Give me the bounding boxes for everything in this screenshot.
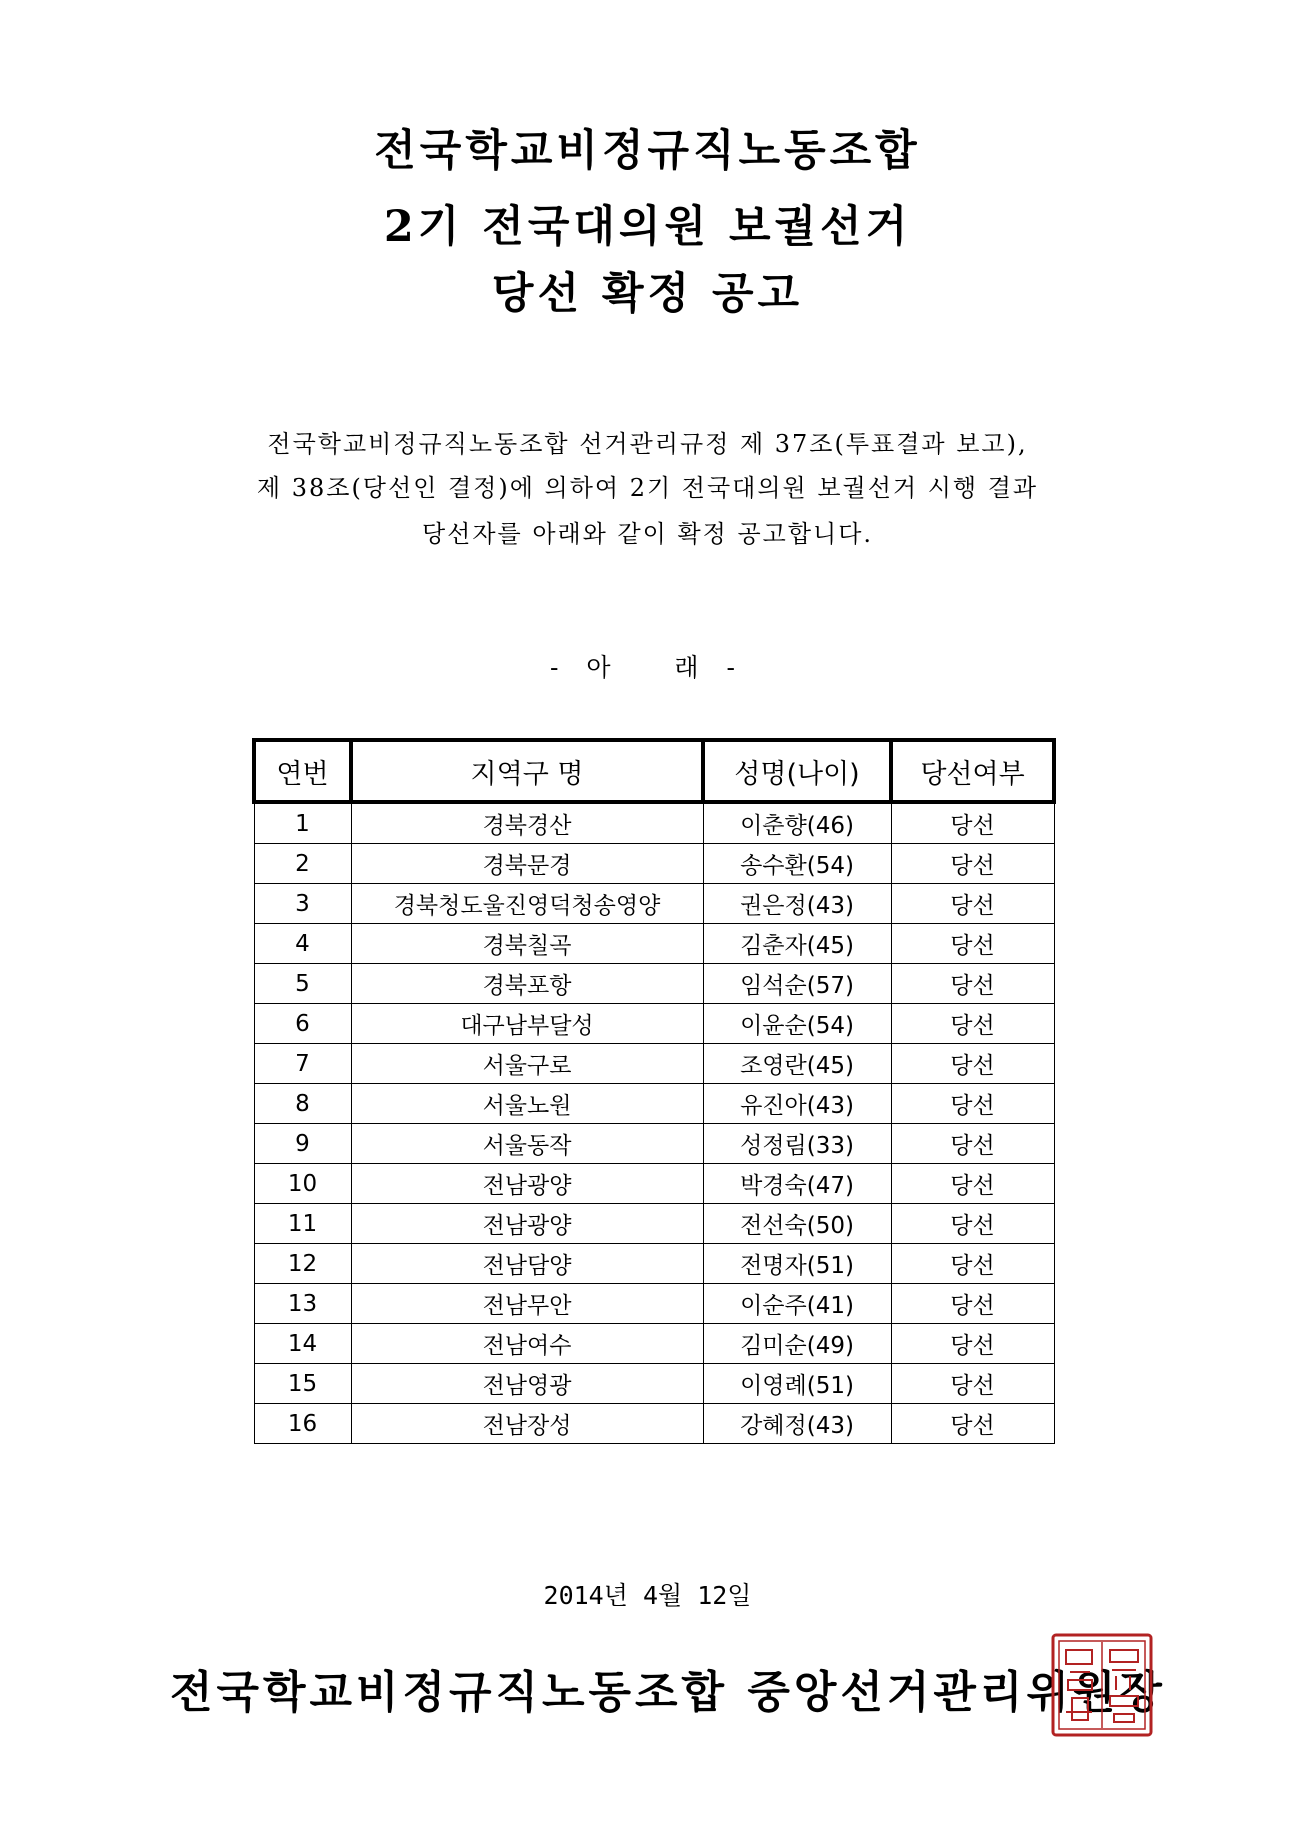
candidate-name-age: 이영례(51)	[703, 1364, 891, 1404]
district-name: 경북포항	[351, 964, 703, 1004]
row-number: 9	[254, 1124, 351, 1164]
row-number: 8	[254, 1084, 351, 1124]
candidate-name-age: 김춘자(45)	[703, 924, 891, 964]
district-name: 경북문경	[351, 844, 703, 884]
table-row	[254, 1124, 1054, 1164]
table-row	[254, 924, 1054, 964]
election-result: 당선	[891, 802, 1054, 844]
election-result: 당선	[891, 1324, 1054, 1364]
election-result: 당선	[891, 924, 1054, 964]
table-row	[254, 1364, 1054, 1404]
header-cell: 지역구 명	[351, 740, 703, 802]
table-row	[254, 1004, 1054, 1044]
title-line-2: 2기 전국대의원 보궐선거	[383, 202, 912, 252]
table-row	[254, 1324, 1054, 1364]
title-line-1: 전국학교비정규직노동조합	[374, 126, 921, 176]
title-line-3: 당선 확정 공고	[491, 269, 804, 319]
intro-line-1: 전국학교비정규직노동조합 선거관리규정 제 37조(투표결과 보고),	[267, 430, 1028, 458]
table-row	[254, 1244, 1054, 1284]
district-name: 서울동작	[351, 1124, 703, 1164]
district-name: 서울노원	[351, 1084, 703, 1124]
row-number: 2	[254, 844, 351, 884]
election-result: 당선	[891, 1164, 1054, 1204]
candidate-name-age: 전명자(51)	[703, 1244, 891, 1284]
table-row	[254, 1044, 1054, 1084]
candidate-name-age: 권은정(43)	[703, 884, 891, 924]
election-result: 당선	[891, 1204, 1054, 1244]
district-name: 경북칠곡	[351, 924, 703, 964]
election-result: 당선	[891, 1044, 1054, 1084]
district-name: 경북청도울진영덕청송영양	[351, 884, 703, 924]
election-result: 당선	[891, 1084, 1054, 1124]
intro-line-3: 당선자를 아래와 같이 확정 공고합니다.	[421, 520, 874, 548]
candidate-name-age: 강혜정(43)	[703, 1404, 891, 1444]
row-number: 6	[254, 1004, 351, 1044]
election-result: 당선	[891, 964, 1054, 1004]
table-header-row	[254, 740, 1054, 802]
district-name: 경북경산	[351, 802, 703, 844]
row-number: 3	[254, 884, 351, 924]
announcement-date: 2014년 4월 12일	[543, 1581, 752, 1610]
row-number: 16	[254, 1404, 351, 1444]
candidate-name-age: 조영란(45)	[703, 1044, 891, 1084]
election-result: 당선	[891, 1364, 1054, 1404]
table-row	[254, 964, 1054, 1004]
election-result: 당선	[891, 884, 1054, 924]
row-number: 4	[254, 924, 351, 964]
table-row	[254, 1204, 1054, 1244]
candidate-name-age: 박경숙(47)	[703, 1164, 891, 1204]
row-number: 5	[254, 964, 351, 1004]
row-number: 10	[254, 1164, 351, 1204]
row-number: 14	[254, 1324, 351, 1364]
district-name: 전남무안	[351, 1284, 703, 1324]
candidate-name-age: 임석순(57)	[703, 964, 891, 1004]
candidate-name-age: 이윤순(54)	[703, 1004, 891, 1044]
district-name: 전남여수	[351, 1324, 703, 1364]
table-row	[254, 1084, 1054, 1124]
header-cell: 성명(나이)	[703, 740, 891, 802]
district-name: 전남광양	[351, 1204, 703, 1244]
election-result: 당선	[891, 844, 1054, 884]
intro-line-2: 제 38조(당선인 결정)에 의하여 2기 전국대의원 보궐선거 시행 결과	[256, 474, 1039, 502]
row-number: 12	[254, 1244, 351, 1284]
candidate-name-age: 이순주(41)	[703, 1284, 891, 1324]
district-name: 전남담양	[351, 1244, 703, 1284]
district-name: 전남장성	[351, 1404, 703, 1444]
table-row	[254, 1404, 1054, 1444]
election-result: 당선	[891, 1004, 1054, 1044]
header-cell: 당선여부	[891, 740, 1054, 802]
candidate-name-age: 유진아(43)	[703, 1084, 891, 1124]
district-name: 전남광양	[351, 1164, 703, 1204]
table-row	[254, 884, 1054, 924]
election-result: 당선	[891, 1244, 1054, 1284]
row-number: 7	[254, 1044, 351, 1084]
row-number: 11	[254, 1204, 351, 1244]
district-name: 전남영광	[351, 1364, 703, 1404]
row-number: 13	[254, 1284, 351, 1324]
section-label: - 아 래 -	[550, 653, 745, 682]
district-name: 대구남부달성	[351, 1004, 703, 1044]
election-result: 당선	[891, 1404, 1054, 1444]
election-result: 당선	[891, 1284, 1054, 1324]
candidate-name-age: 김미순(49)	[703, 1324, 891, 1364]
election-result: 당선	[891, 1124, 1054, 1164]
table-row	[254, 1284, 1054, 1324]
candidate-name-age: 전선숙(50)	[703, 1204, 891, 1244]
district-name: 서울구로	[351, 1044, 703, 1084]
candidate-name-age: 성정림(33)	[703, 1124, 891, 1164]
table-row	[254, 844, 1054, 884]
table-row	[254, 1164, 1054, 1204]
results-table	[252, 738, 1056, 1444]
row-number: 15	[254, 1364, 351, 1404]
candidate-name-age: 이춘향(46)	[703, 802, 891, 844]
table-row	[254, 802, 1054, 844]
signatory: 전국학교비정규직노동조합 중앙선거관리위원장	[170, 1667, 1166, 1718]
row-number: 1	[254, 802, 351, 844]
official-seal-icon	[1050, 1632, 1154, 1738]
header-cell: 연번	[254, 740, 351, 802]
candidate-name-age: 송수환(54)	[703, 844, 891, 884]
